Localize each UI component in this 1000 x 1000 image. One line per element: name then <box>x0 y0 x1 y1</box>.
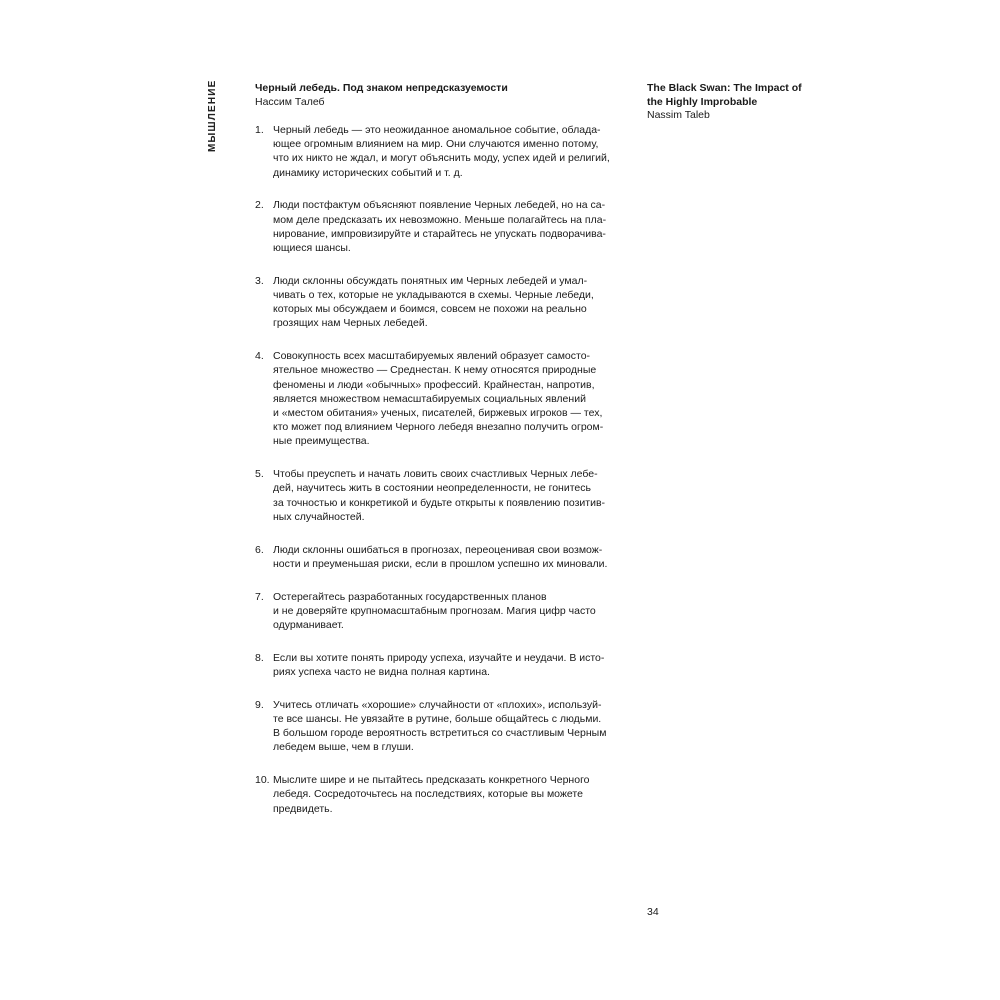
point-text: Если вы хотите понять природу успеха, изучайте и неудачи. В исто- риях успеха часто не видна полная картина. <box>273 651 605 679</box>
book-title: Черный лебедь. Под знаком непредсказуемости <box>255 82 508 94</box>
original-header <box>647 82 817 123</box>
list-item <box>255 543 615 571</box>
list-item <box>255 590 615 633</box>
point-text: Люди склонны ошибаться в прогнозах, переоценивая свои возмож- ности и преуменьшая риски, если в прошлом успешно их миновали. <box>273 543 608 570</box>
original-title: The Black Swan: The Impact of the Highly Improbable <box>647 82 802 108</box>
point-number: 2. <box>255 199 264 212</box>
page-number: 34 <box>647 906 659 918</box>
key-points-list <box>255 123 615 834</box>
point-text: Учитесь отличать «хорошие» случайности от «плохих», используй- те все шансы. Не увязайте в рутине, больше общайтесь с людьми. В большом городе вероятность встретиться со счастливым Черным лебедем выше, чем в глуши. <box>273 698 607 754</box>
point-text: Люди постфактум объясняют появление Черных лебедей, но на са- мом деле предсказать их невозможно. Меньше полагайтесь на пла- нирование, импровизируйте и старайтесь не упускать подворачива- ющиеся шансы. <box>273 199 607 255</box>
original-author: Nassim Taleb <box>647 109 710 122</box>
book-author: Нассим Талеб <box>255 95 325 108</box>
book-header <box>255 82 615 109</box>
list-item <box>255 274 615 331</box>
point-number: 8. <box>255 651 264 664</box>
point-text: Чтобы преуспеть и начать ловить своих счастливых Черных лебе- дей, научитесь жить в состоянии неопределенности, не гонитесь за точностью и конкретикой и будьте открыты к появлению позитив- ных случайностей. <box>273 468 606 523</box>
point-number: 1. <box>255 124 264 136</box>
section-label: МЫШЛЕНИЕ <box>207 79 218 152</box>
list-item <box>255 198 615 255</box>
point-number: 5. <box>255 468 264 481</box>
point-number: 6. <box>255 543 264 556</box>
list-item <box>255 651 615 679</box>
point-number: 3. <box>255 274 264 287</box>
list-item <box>255 698 615 755</box>
point-number: 7. <box>255 590 264 603</box>
point-text: Остерегайтесь разработанных государственных планов и не доверяйте крупномасштабным прогнозам. Магия цифр часто одурманивает. <box>273 590 596 632</box>
point-number: 9. <box>255 698 264 711</box>
point-text: Мыслите шире и не пытайтесь предсказать конкретного Черного лебедя. Сосредоточьтесь на последствиях, которые вы можете предвидеть. <box>273 774 590 815</box>
list-item <box>255 467 615 524</box>
point-text: Совокупность всех масштабируемых явлений образует самосто- ятельное множество — Среднестан. К нему относятся природные феномены и люди «обычных» профессий. Крайнестан, напротив, является множеством немасштабируемых социальных явлений и «местом обитания» ученых, писателей, биржевых игроков — тех, кто может под влиянием Черного лебедя внезапно получить огром- ные преимущества. <box>273 350 604 448</box>
point-text: Черный лебедь — это неожиданное аномальное событие, облада- ющее огромным влиянием на мир. Они случаются именно потому, что их никто не ждал, и могут объяснить моду, успех идей и религий, динамику исторических событий и т. д. <box>273 124 610 179</box>
list-item <box>255 349 615 448</box>
list-item <box>255 773 615 816</box>
point-number: 10. <box>255 774 270 787</box>
point-text: Люди склонны обсуждать понятных им Черных лебедей и умал- чивать о тех, которые не укладываются в схемы. Черные лебеди, которых мы обсуждаем и боимся, совсем не похожи на реально грозящих нам Черных лебедей. <box>273 274 594 330</box>
point-number: 4. <box>255 350 264 363</box>
list-item <box>255 123 615 180</box>
